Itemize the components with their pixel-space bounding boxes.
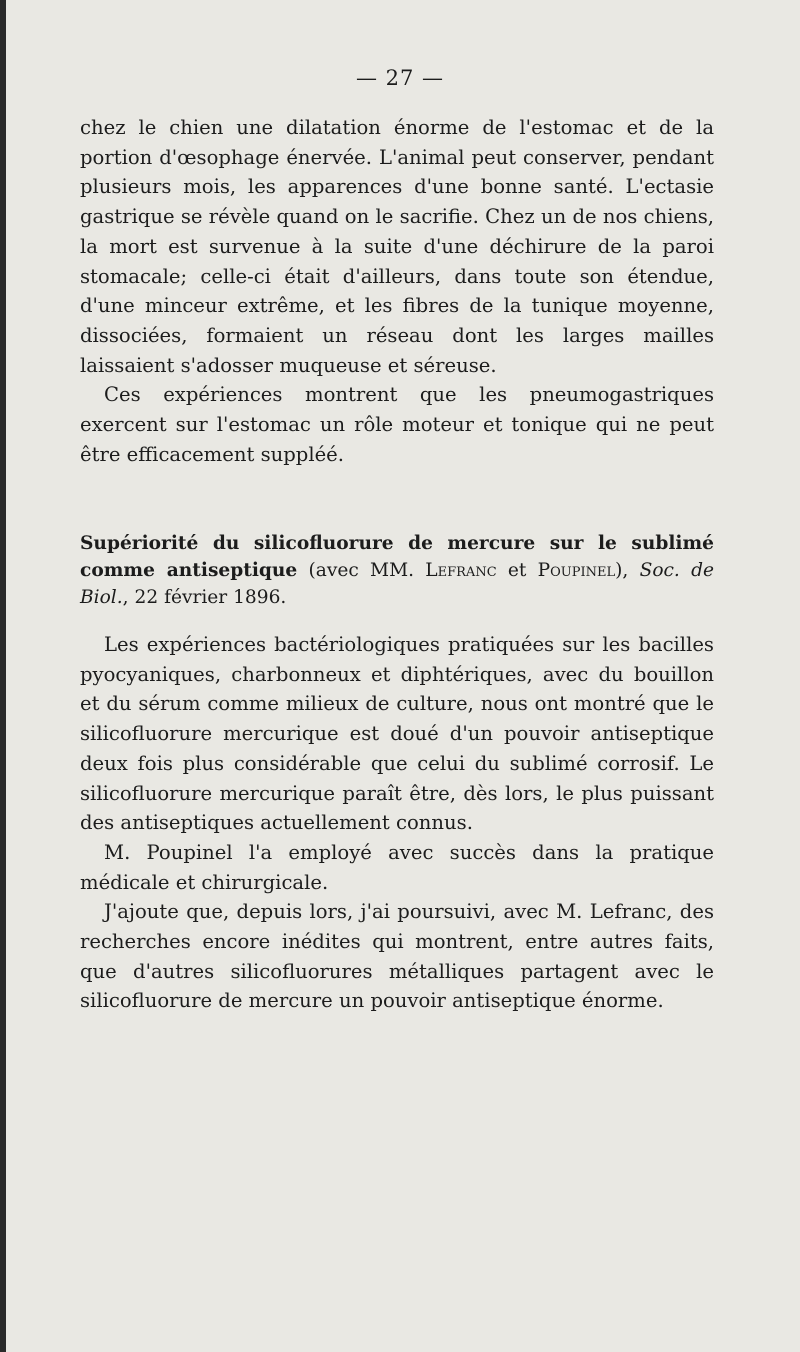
- paragraph: J'ajoute que, depuis lors, j'ai poursuivi, avec M. Lefranc, des recherches encore inédites qui montrent, entre autres faits, que d'autres silicofluorures métalliques partagent avec le silicofluorure de mercure un pouvoir antiseptique énorme.: [80, 900, 714, 1013]
- publication-date: , 22 février 1896.: [122, 587, 287, 608]
- authors-suffix: ),: [615, 560, 640, 581]
- paragraph: chez le chien une dilatation énorme de l'estomac et de la portion d'œsophage énervée. L'animal peut conserver, pendant plusieurs mois, les apparences d'une bonne santé. L'ectasie gastrique se révèle quand on le sacrifie. Chez un de nos chiens, la mort est survenue à la suite d'une déchirure de la paroi stomacale; celle-ci était d'ailleurs, dans toute son étendue, d'une minceur extrême, et les fibres de la tunique moyenne, dissociées, formaient un réseau dont les larges mailles laissaient s'adosser muqueuse et séreuse.: [80, 116, 714, 377]
- journal-name: Soc. de Biol.: [80, 560, 714, 608]
- authors-prefix: (avec MM.: [308, 560, 426, 581]
- page-number: — 27 —: [355, 66, 445, 90]
- paragraph: Ces expériences montrent que les pneumogastriques exercent sur l'estomac un rôle moteur et tonique qui ne peut être efficacement suppléé.: [80, 383, 714, 466]
- text-block-bottom: [80, 630, 714, 1016]
- text-block-top: [80, 113, 714, 469]
- section-heading: [80, 530, 714, 611]
- page-binding-edge: [0, 0, 6, 1352]
- paragraph: M. Poupinel l'a employé avec succès dans la pratique médicale et chirurgicale.: [80, 840, 714, 894]
- conjunction: et: [496, 560, 538, 581]
- author-name: Lefranc: [425, 560, 497, 581]
- section-title: Supériorité du silicofluorure de mercure sur le sublimé comme antiseptique: [80, 533, 714, 581]
- paragraph: Les expériences bactériologiques pratiquées sur les bacilles pyocyaniques, charbonneux et diphtériques, avec du bouillon et du sérum comme milieux de culture, nous ont montré que le silicofluorure mercurique est doué d'un pouvoir antiseptique deux fois plus considérable que celui du sublimé corrosif. Le silicofluorure mercurique paraît être, dès lors, le plus puissant des antiseptiques actuellement connus.: [80, 633, 714, 835]
- author-name: Poupinel: [537, 560, 616, 581]
